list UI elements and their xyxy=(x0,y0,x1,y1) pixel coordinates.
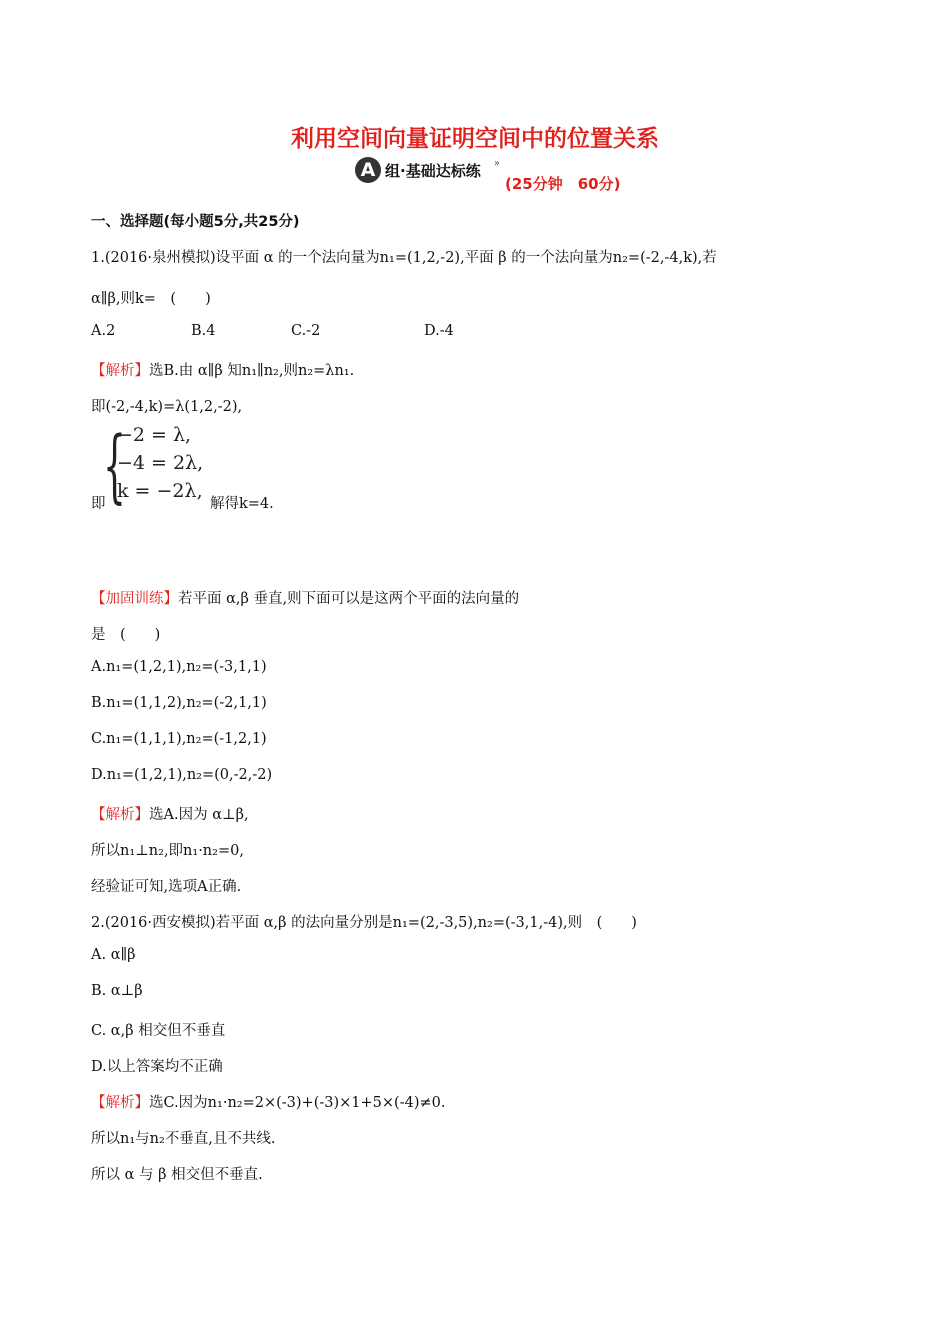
q2-analysis-line1 xyxy=(91,1091,445,1112)
extra-analysis-line1 xyxy=(91,803,249,824)
extra-stem-line2: 是 ( ) xyxy=(91,627,161,643)
q1-analysis-text: 选B.由 α∥β 知n₁∥n₂,则n₂=λn₁. xyxy=(149,363,355,379)
extra-tag: 【加固训练】 xyxy=(91,591,178,607)
extra-option-a: A.n₁=(1,2,1),n₂=(-3,1,1) xyxy=(91,659,267,675)
q1-analysis-line2: 即(-2,-4,k)=λ(1,2,-2), xyxy=(91,399,243,415)
equation-line-2: −4 = 2λ, xyxy=(117,452,204,474)
q2-stem-line1: 2.(2016·西安模拟)若平面 α,β 的法向量分别是n₁=(2,-3,5),n₂=(-3,1,-4),则 ( ) xyxy=(91,915,637,931)
curly-brace-icon: { xyxy=(103,419,126,512)
analysis-tag: 【解析】 xyxy=(91,807,149,823)
q2-option-d: D.以上答案均不正确 xyxy=(91,1059,223,1075)
extra-analysis-line2: 所以n₁⊥n₂,即n₁·n₂=0, xyxy=(91,843,244,859)
q1-stem-line1: 1.(2016·泉州模拟)设平面 α 的一个法向量为n₁=(1,2,-2),平面 β 的一个法向量为n₂=(-2,-4,k),若 xyxy=(91,250,717,266)
q2-option-b: B. α⊥β xyxy=(91,983,143,999)
q2-analysis-line2: 所以n₁与n₂不垂直,且不共线. xyxy=(91,1131,276,1147)
section-heading: 一、选择题(每小题5分,共25分) xyxy=(91,214,300,230)
extra-option-c: C.n₁=(1,1,1),n₂=(-1,2,1) xyxy=(91,731,267,747)
q2-option-a: A. α∥β xyxy=(91,947,136,963)
time-allotment: (25分钟 60分) xyxy=(505,175,621,193)
q2-analysis-line3: 所以 α 与 β 相交但不垂直. xyxy=(91,1167,263,1183)
q1-option-a: A.2 xyxy=(91,323,116,339)
extra-option-b: B.n₁=(1,1,2),n₂=(-2,1,1) xyxy=(91,695,267,711)
extra-analysis-line3: 经验证可知,选项A正确. xyxy=(91,879,242,895)
q1-stem-line2: α∥β,则k= ( ) xyxy=(91,291,211,307)
q1-option-b: B.4 xyxy=(191,323,216,339)
analysis-tag: 【解析】 xyxy=(91,363,149,379)
chevron-right-icon: » xyxy=(493,158,500,169)
extra-option-d: D.n₁=(1,2,1),n₂=(0,-2,-2) xyxy=(91,767,273,783)
equation-line-3: k = −2λ, xyxy=(117,480,203,502)
q1-analysis-line1 xyxy=(91,359,354,380)
extra-analysis-text: 选A.因为 α⊥β, xyxy=(149,807,249,823)
q1-ji-label: 即 xyxy=(91,496,106,512)
q1-conclusion: 解得k=4. xyxy=(210,496,274,512)
q1-option-d: D.-4 xyxy=(424,323,454,339)
q2-analysis-text: 选C.因为n₁·n₂=2×(-3)+(-3)×1+5×(-4)≠0. xyxy=(149,1095,446,1111)
group-label: 组·基础达标练 xyxy=(385,161,481,180)
q2-option-c: C. α,β 相交但不垂直 xyxy=(91,1023,226,1039)
extra-stem-line1 xyxy=(91,587,519,608)
group-letter-icon: A xyxy=(355,157,381,183)
analysis-tag: 【解析】 xyxy=(91,1095,149,1111)
equation-line-1: −2 = λ, xyxy=(117,424,192,446)
document-title: 利用空间向量证明空间中的位置关系 xyxy=(291,126,659,152)
equation-system xyxy=(103,419,213,512)
extra-stem-text: 若平面 α,β 垂直,则下面可以是这两个平面的法向量的 xyxy=(178,591,520,607)
q1-option-c: C.-2 xyxy=(291,323,321,339)
group-badge xyxy=(355,156,498,184)
